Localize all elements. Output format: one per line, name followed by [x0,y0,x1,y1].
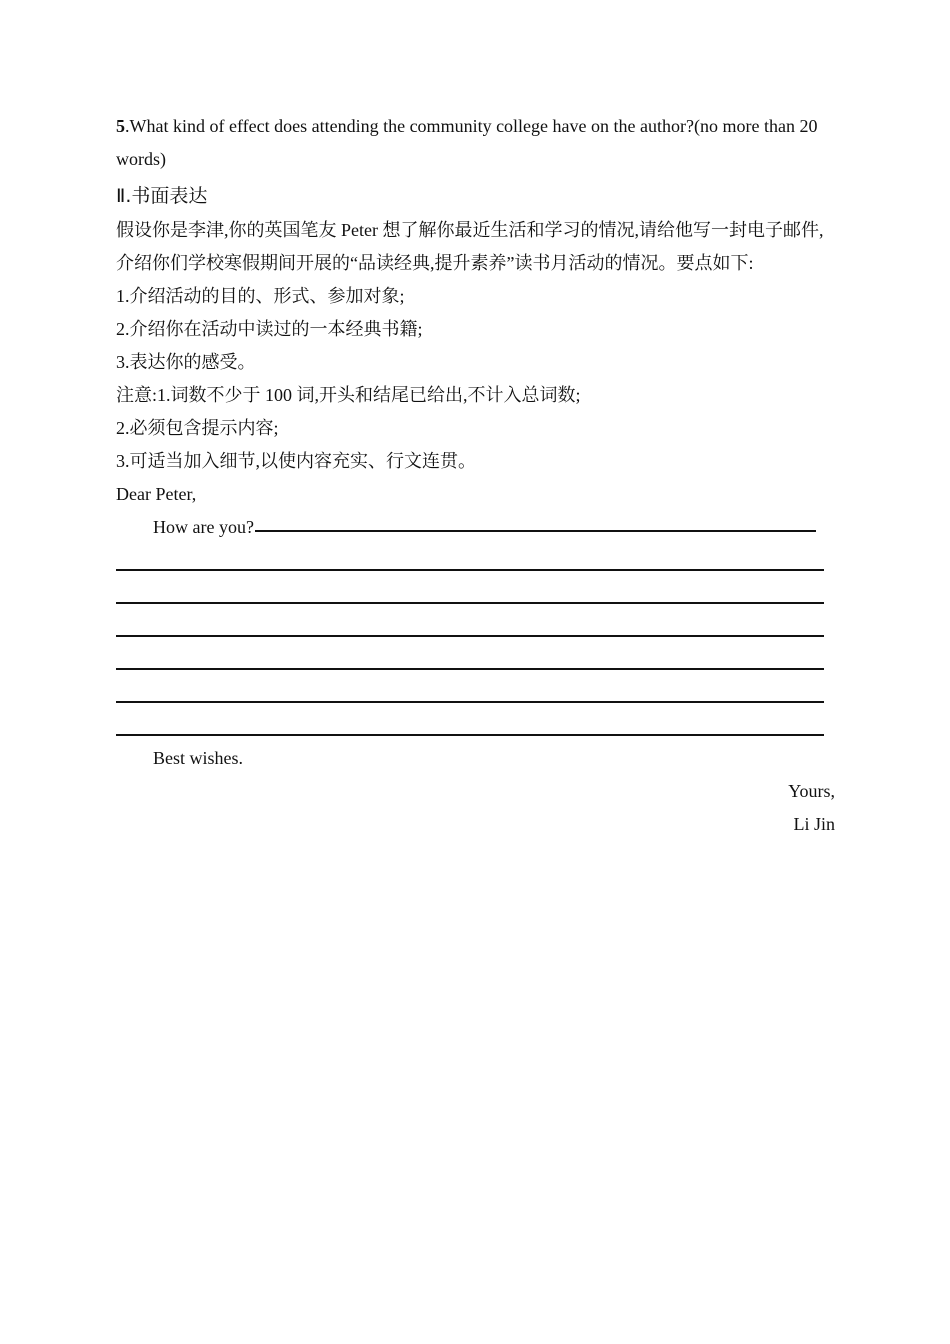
prompt-point-3: 3.表达你的感受。 [116,352,256,372]
answer-blank-first[interactable] [255,530,816,532]
prompt-note-2: 2.必须包含提示内容; [116,418,279,438]
answer-blank-line[interactable] [116,604,824,637]
letter-signature: Li Jin [793,814,835,834]
prompt-point-1: 1.介绍活动的目的、形式、参加对象; [116,286,405,306]
prompt-point-2: 2.介绍你在活动中读过的一本经典书籍; [116,319,423,339]
prompt-note-1: 注意:1.词数不少于 100 词,开头和结尾已给出,不计入总词数; [116,385,581,405]
prompt-note-3: 3.可适当加入细节,以使内容充实、行文连贯。 [116,451,476,471]
question-number: 5 [116,116,125,136]
letter-closing: Best wishes. [153,748,243,768]
letter-signoff: Yours, [788,781,835,801]
prompt-paragraph: 假设你是李津,你的英国笔友 Peter 想了解你最近生活和学习的情况,请给他写一封电子邮件,介绍你们学校寒假期间开展的“品读经典,提升素养”读书月活动的情况。要点如下: [116,220,824,273]
answer-blank-line[interactable] [116,571,824,604]
answer-blank-line[interactable] [116,703,824,736]
answer-blank-line[interactable] [116,670,824,703]
letter-salutation: Dear Peter, [116,484,197,504]
answer-blank-line[interactable] [116,538,824,571]
question-text: .What kind of effect does attending the community college have on the author?(no more than 20 words) [116,116,818,169]
question-5 [116,110,836,176]
section-heading: Ⅱ.书面表达 [116,185,208,207]
worksheet-content [116,110,836,841]
letter-opening: How are you? [153,517,254,537]
answer-blank-line[interactable] [116,637,824,670]
